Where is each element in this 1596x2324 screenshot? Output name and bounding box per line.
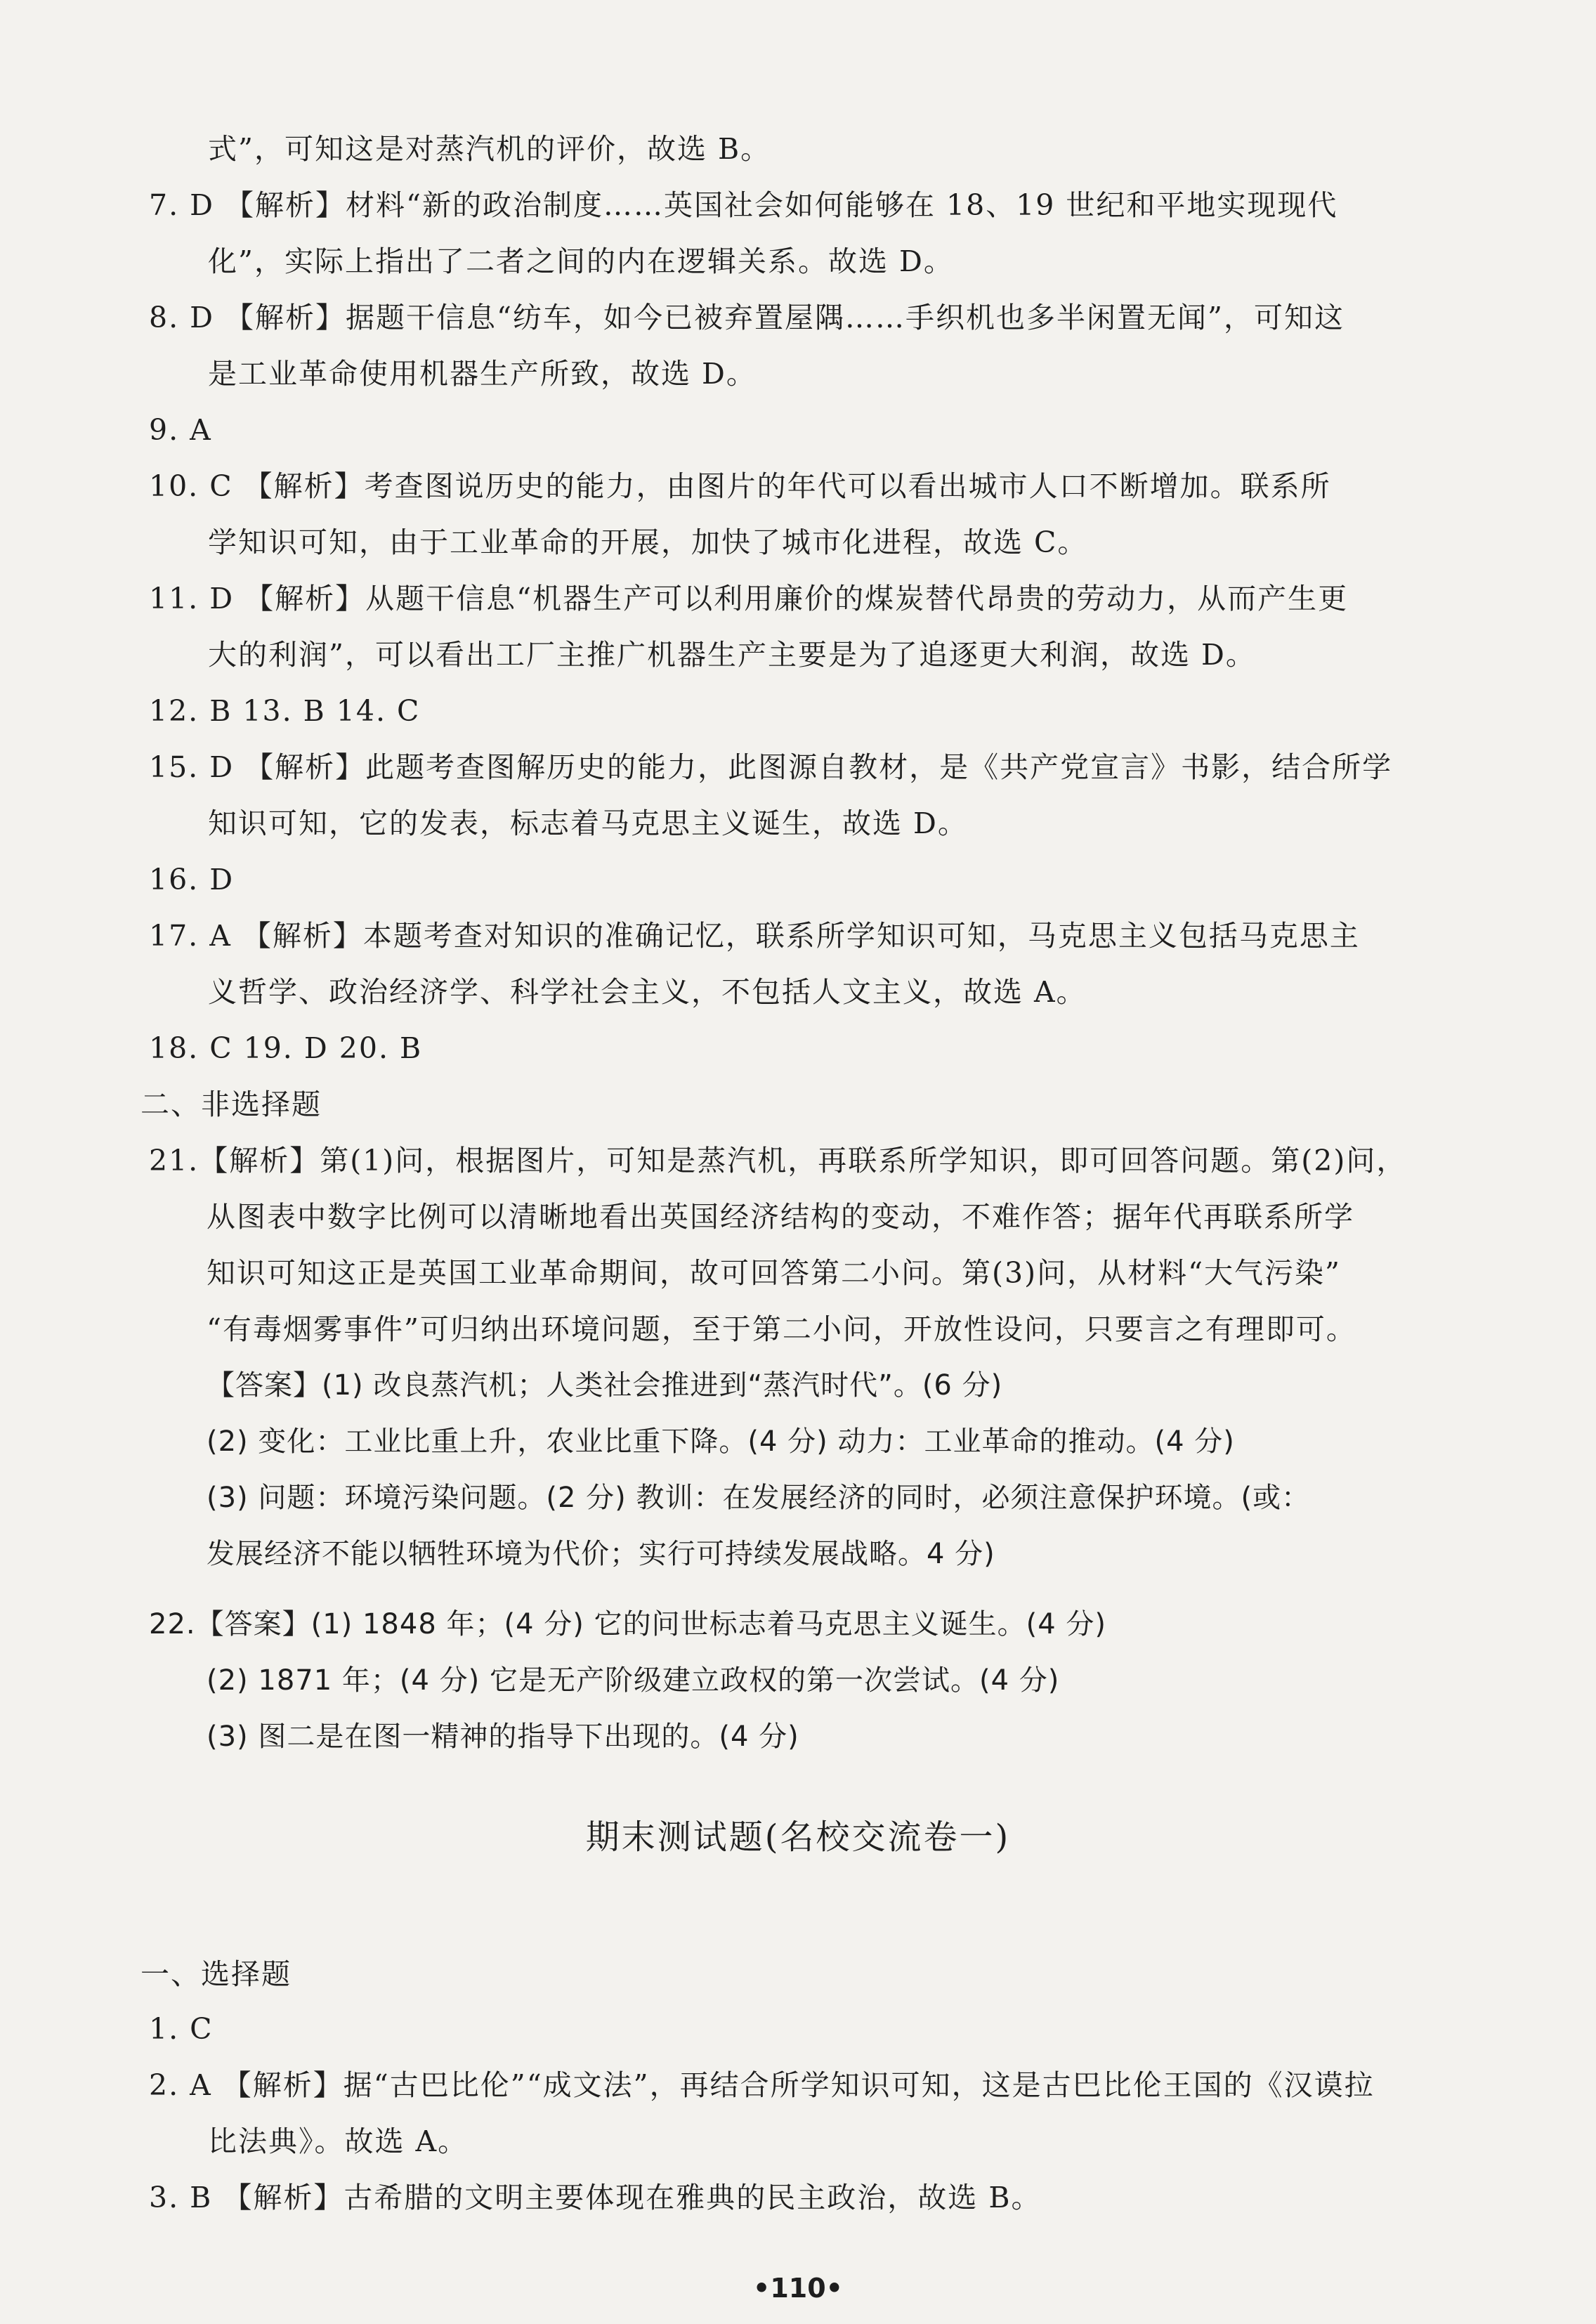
page-number: •110• [753,2273,843,2304]
text-line: 化”，实际上指出了二者之间的内在逻辑关系。故选 D。 [208,244,954,278]
text-line: 式”，可知这是对蒸汽机的评价，故选 B。 [208,132,771,166]
section-heading-non-choice: 二、非选择题 [140,1088,322,1121]
section-heading-choice: 一、选择题 [140,1957,292,1991]
text-line: 是工业革命使用机器生产所致，故选 D。 [208,357,757,391]
answer-7-line: 7. D 【解析】材料“新的政治制度……英国社会如何能够在 18、19 世纪和平地实现现代 [149,188,1338,222]
answer-22-key-3: (3) 图二是在图一精神的指导下出现的。(4 分) [207,1721,799,1753]
text-line: 大的利润”，可以看出工厂主推广机器生产主要是为了追逐更大利润，故选 D。 [208,638,1256,672]
section-title: 期末测试题(名校交流卷一) [585,1817,1011,1857]
text-line: 义哲学、政治经济学、科学社会主义，不包括人文主义，故选 A。 [208,975,1087,1009]
text-line: 从图表中数字比例可以清晰地看出英国经济结构的变动，不难作答；据年代再联系所学 [207,1200,1354,1234]
text-line: “有毒烟雾事件”可归纳出环境问题，至于第二小问，开放性设问，只要言之有理即可。 [207,1312,1356,1346]
answers-18-20: 18. C 19. D 20. B [149,1031,423,1065]
text-line: 知识可知这正是英国工业革命期间，故可回答第二小问。第(3)问，从材料“大气污染” [207,1256,1341,1290]
answer-15-line: 15. D 【解析】此题考查图解历史的能力，此图源自教材，是《共产党宣言》书影，结合所学 [149,750,1393,784]
answer-21-key-1: 【答案】(1) 改良蒸汽机；人类社会推进到“蒸汽时代”。(6 分) [207,1369,1003,1402]
answer-3-line: 3. B 【解析】古希腊的文明主要体现在雅典的民主政治，故选 B。 [149,2181,1042,2214]
answer-10-line: 10. C 【解析】考查图说历史的能力，由图片的年代可以看出城市人口不断增加。联系所 [149,469,1331,503]
answers-12-14: 12. B 13. B 14. C [149,694,421,728]
text-line: 发展经济不能以牺牲环境为代价；实行可持续发展战略。4 分) [207,1538,995,1570]
answer-21-key-3: (3) 问题：环境污染问题。(2 分) 教训：在发展经济的同时，必须注意保护环境。(或： [207,1482,1311,1514]
answer-1: 1. C [149,2012,214,2046]
answer-2-line: 2. A 【解析】据“古巴比伦”“成文法”，再结合所学知识可知，这是古巴比伦王国的《汉谟拉 [149,2068,1375,2102]
answer-22-key-1: 22.【答案】(1) 1848 年；(4 分) 它的问世标志着马克思主义诞生。(4 分) [149,1608,1106,1640]
text-line: 比法典》。故选 A。 [208,2124,469,2158]
answer-21-key-2: (2) 变化：工业比重上升，农业比重下降。(4 分) 动力：工业革命的推动。(4 分) [207,1425,1235,1458]
text-line: 知识可知，它的发表，标志着马克思主义诞生，故选 D。 [208,807,968,840]
answer-17-line: 17. A 【解析】本题考查对知识的准确记忆，联系所学知识可知，马克思主义包括马克思主 [149,919,1360,953]
answer-11-line: 11. D 【解析】从题干信息“机器生产可以利用廉价的煤炭替代昂贵的劳动力，从而产生更 [149,582,1349,615]
answer-8-line: 8. D 【解析】据题干信息“纺车，如今已被弃置屋隅……手织机也多半闲置无闻”，可知这 [149,301,1345,334]
text-line: 学知识可知，由于工业革命的开展，加快了城市化进程，故选 C。 [208,525,1088,559]
answer-22-key-2: (2) 1871 年；(4 分) 它是无产阶级建立政权的第一次尝试。(4 分) [207,1664,1060,1697]
answer-9: 9. A [149,413,212,447]
answer-16: 16. D [149,863,235,896]
answer-21-line: 21.【解析】第(1)问，根据图片，可知是蒸汽机，再联系所学知识，即可回答问题。第(2)问， [149,1144,1407,1177]
